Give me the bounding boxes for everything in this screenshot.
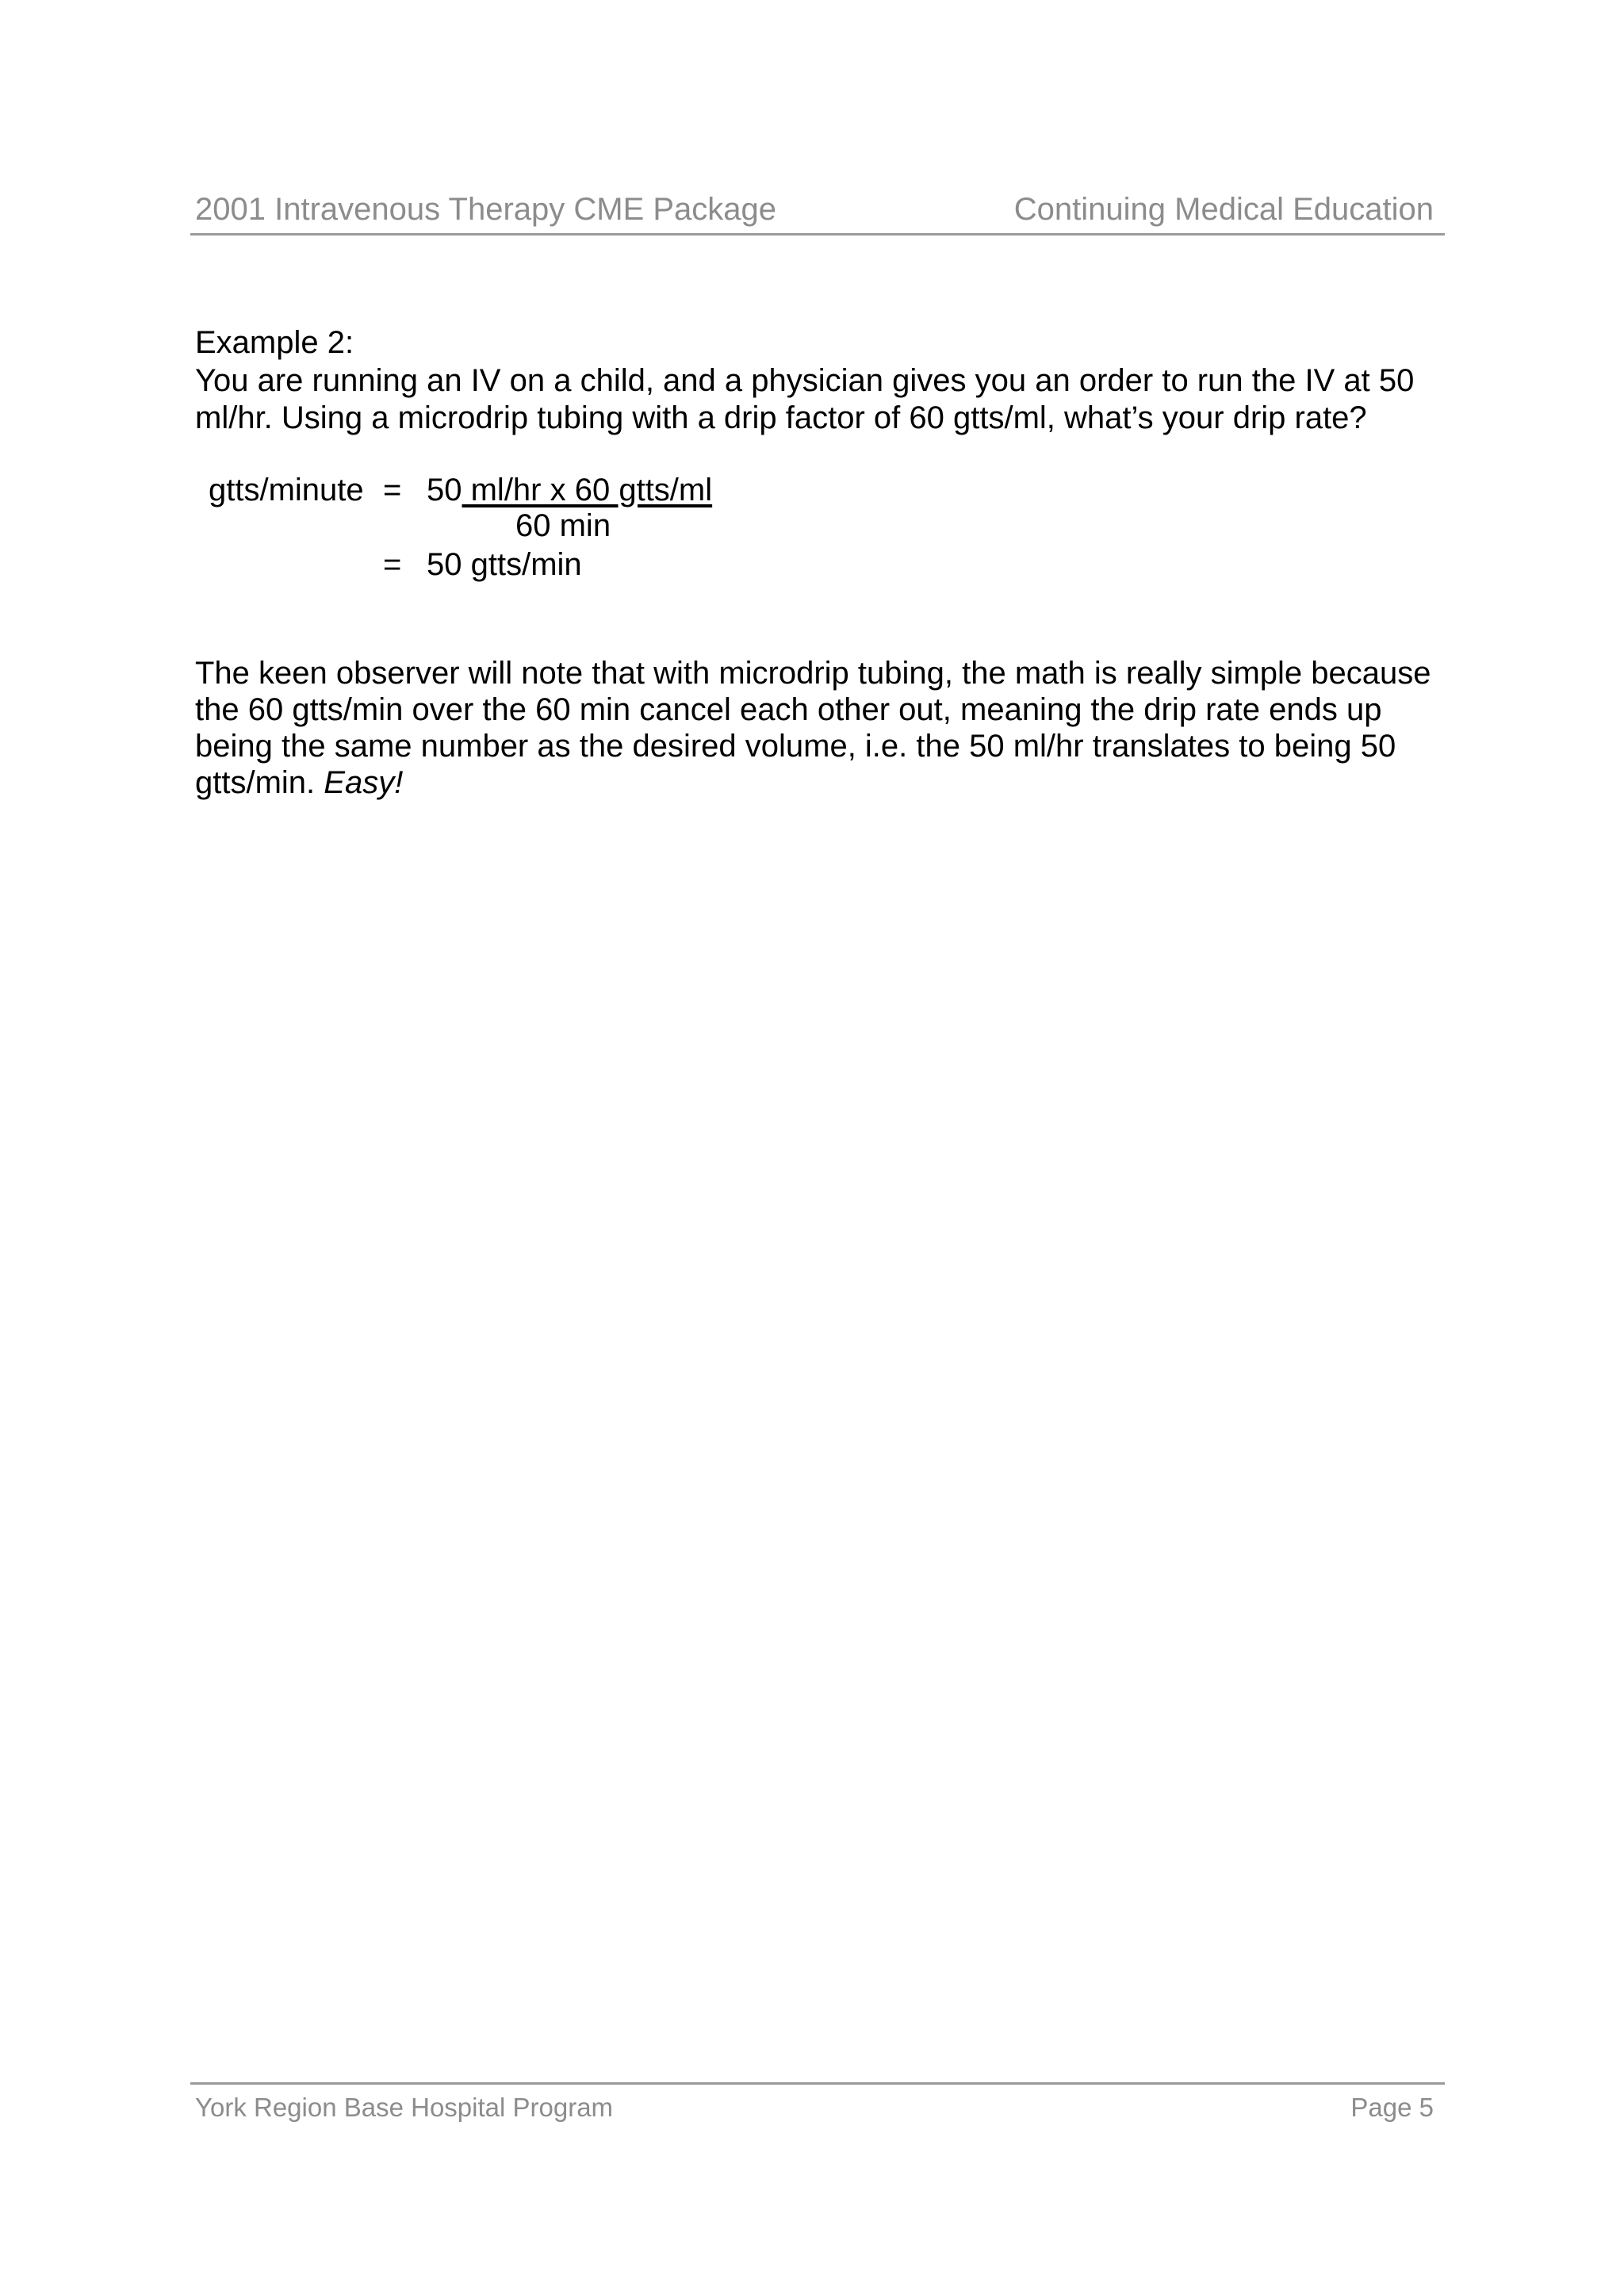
formula-numerator-lead: 50 <box>427 473 462 507</box>
page-header <box>190 189 1445 236</box>
formula-denominator: 60 min <box>515 508 611 543</box>
page-number: Page 5 <box>1350 2093 1434 2122</box>
footer-program: York Region Base Hospital Program <box>195 2093 614 2122</box>
observation-text: The keen observer will note that with microdrip tubing, the math is really simple because the 60 gtts/min over the 60 min cancel each other out, meaning the drip rate ends up being the same number as the desired volume, i.e. the 50 ml/hr translates to being 50 gtts/min. <box>195 656 1431 800</box>
observation-emphasis: Easy! <box>324 765 404 800</box>
example-label: Example 2: <box>195 325 354 360</box>
header-section: Continuing Medical Education <box>1013 192 1434 227</box>
header-title: 2001 Intravenous Therapy CME Package <box>195 192 777 227</box>
observation-paragraph <box>195 655 1456 801</box>
formula-result: 50 gtts/min <box>427 547 582 582</box>
formula-numerator <box>427 473 712 508</box>
example-question: You are running an IV on a child, and a physician gives you an order to run the IV at 50 ml/hr. Using a microdrip tubing with a drip factor of 60 gtts/ml, what’s your drip rate? <box>195 363 1415 435</box>
formula-numerator-rest: ml/hr x 60 gtts/ml <box>462 473 713 507</box>
formula-lhs: gtts/minute <box>209 473 364 507</box>
formula-equals: = <box>383 473 402 507</box>
formula-result-equals: = <box>383 547 402 582</box>
page-footer <box>190 2082 1445 2132</box>
